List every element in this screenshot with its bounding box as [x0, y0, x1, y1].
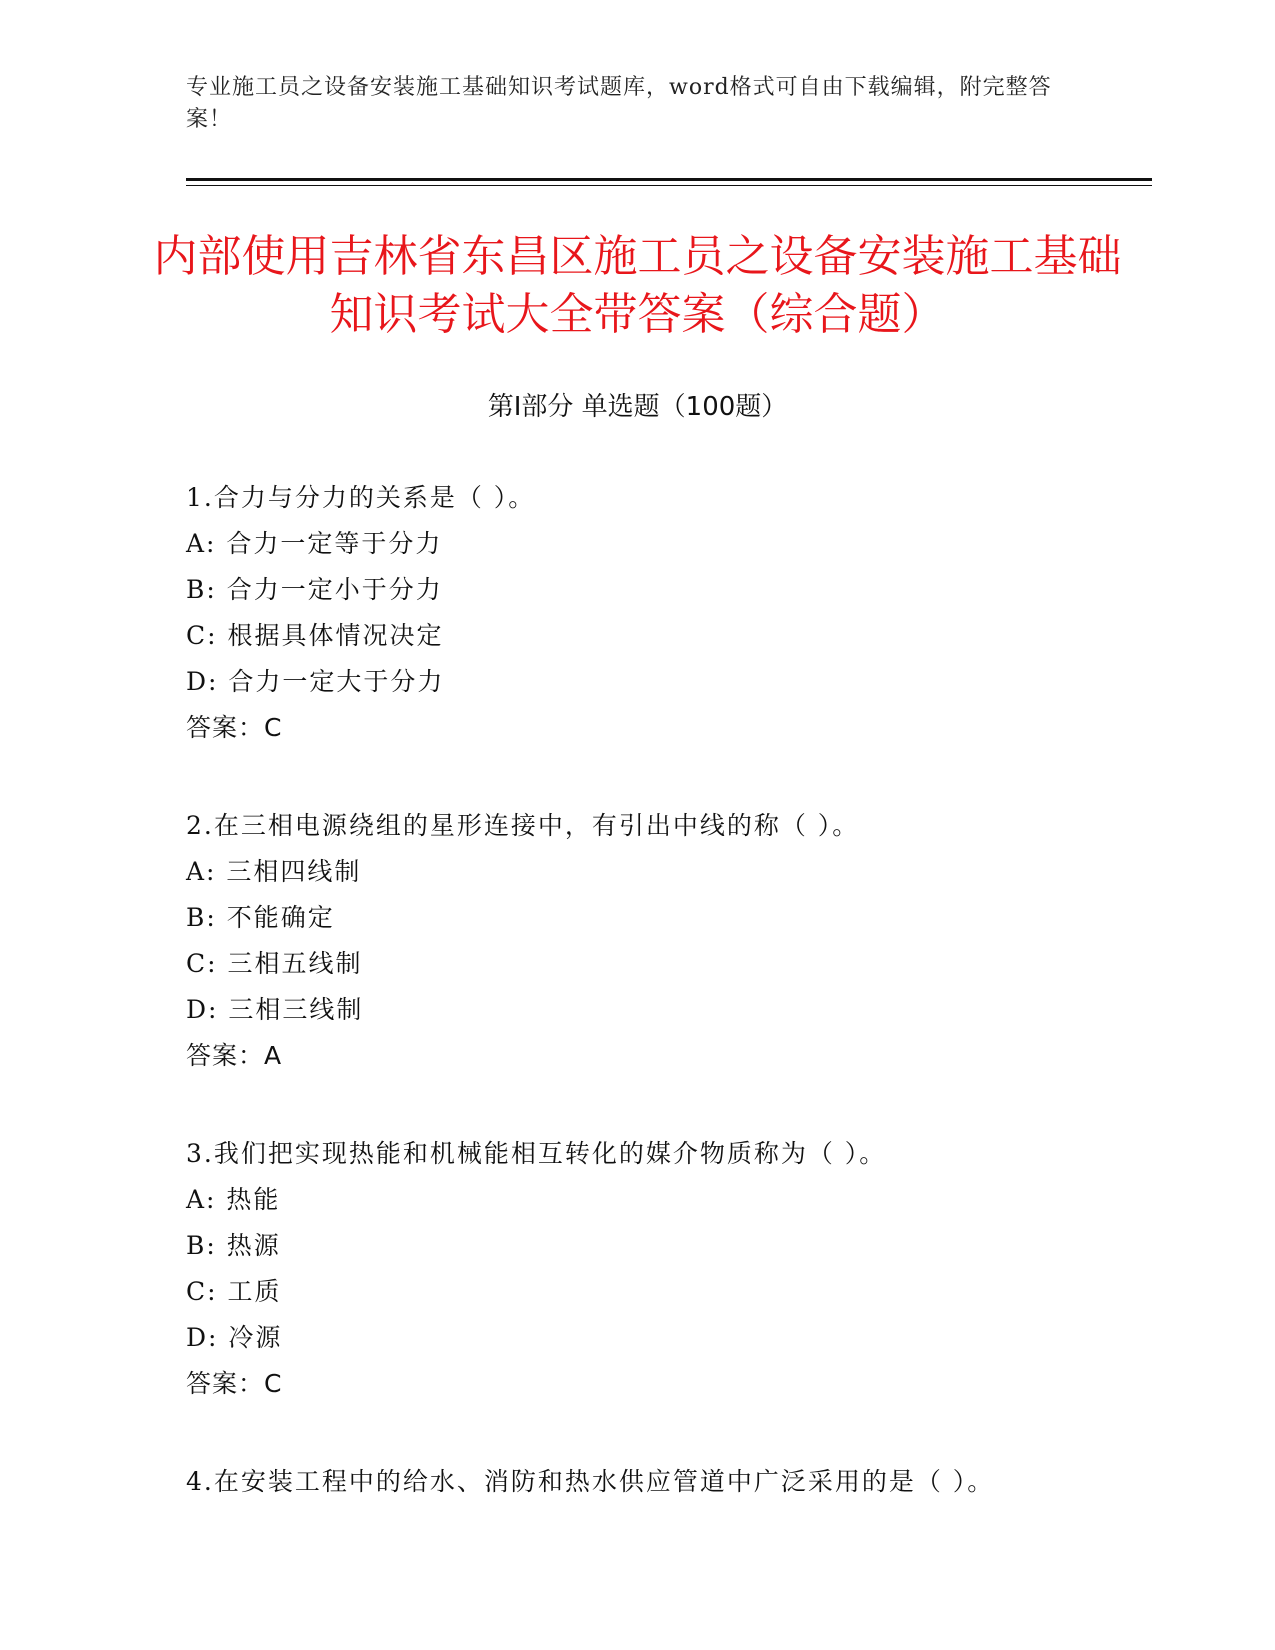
- option-b: B: 合力一定小于分力: [186, 575, 443, 604]
- option-a: A: 合力一定等于分力: [186, 529, 443, 558]
- question-stem: 1.合力与分力的关系是（ ）。: [186, 483, 536, 512]
- question-4: [186, 1459, 1126, 1505]
- option-d: D: 合力一定大于分力: [186, 667, 445, 696]
- answer: 答案：A: [186, 1041, 283, 1070]
- option-b: B: 不能确定: [186, 903, 335, 932]
- option-c: C: 工质: [186, 1277, 282, 1306]
- option-d: D: 冷源: [186, 1323, 283, 1352]
- option-b: B: 热源: [186, 1231, 281, 1260]
- question-stem: 3.我们把实现热能和机械能相互转化的媒介物质称为（ ）。: [186, 1139, 887, 1168]
- option-d: D: 三相三线制: [186, 995, 364, 1024]
- section-title: 第Ⅰ部分 单选题（100题）: [487, 392, 788, 422]
- question-list: [186, 475, 1126, 1557]
- answer: 答案：C: [186, 1369, 283, 1398]
- option-c: C: 根据具体情况决定: [186, 621, 444, 650]
- option-a: A: 热能: [186, 1185, 281, 1214]
- question-3: [186, 1131, 1126, 1407]
- question-stem: 2.在三相电源绕组的星形连接中，有引出中线的称（ ）。: [186, 811, 860, 840]
- answer: 答案：C: [186, 713, 283, 742]
- header-rule-thick: [186, 178, 1152, 181]
- question-2: [186, 803, 1126, 1079]
- header-rule-thin: [186, 185, 1152, 186]
- option-a: A: 三相四线制: [186, 857, 362, 886]
- option-c: C: 三相五线制: [186, 949, 363, 978]
- header-note: 专业施工员之设备安装施工基础知识考试题库，word格式可自由下载编辑，附完整答案！: [186, 75, 1052, 132]
- document-title: 内部使用吉林省东昌区施工员之设备安装施工基础知识考试大全带答案（综合题）: [153, 231, 1122, 340]
- question-1: [186, 475, 1126, 751]
- question-stem: 4.在安装工程中的给水、消防和热水供应管道中广泛采用的是（ ）。: [186, 1467, 995, 1496]
